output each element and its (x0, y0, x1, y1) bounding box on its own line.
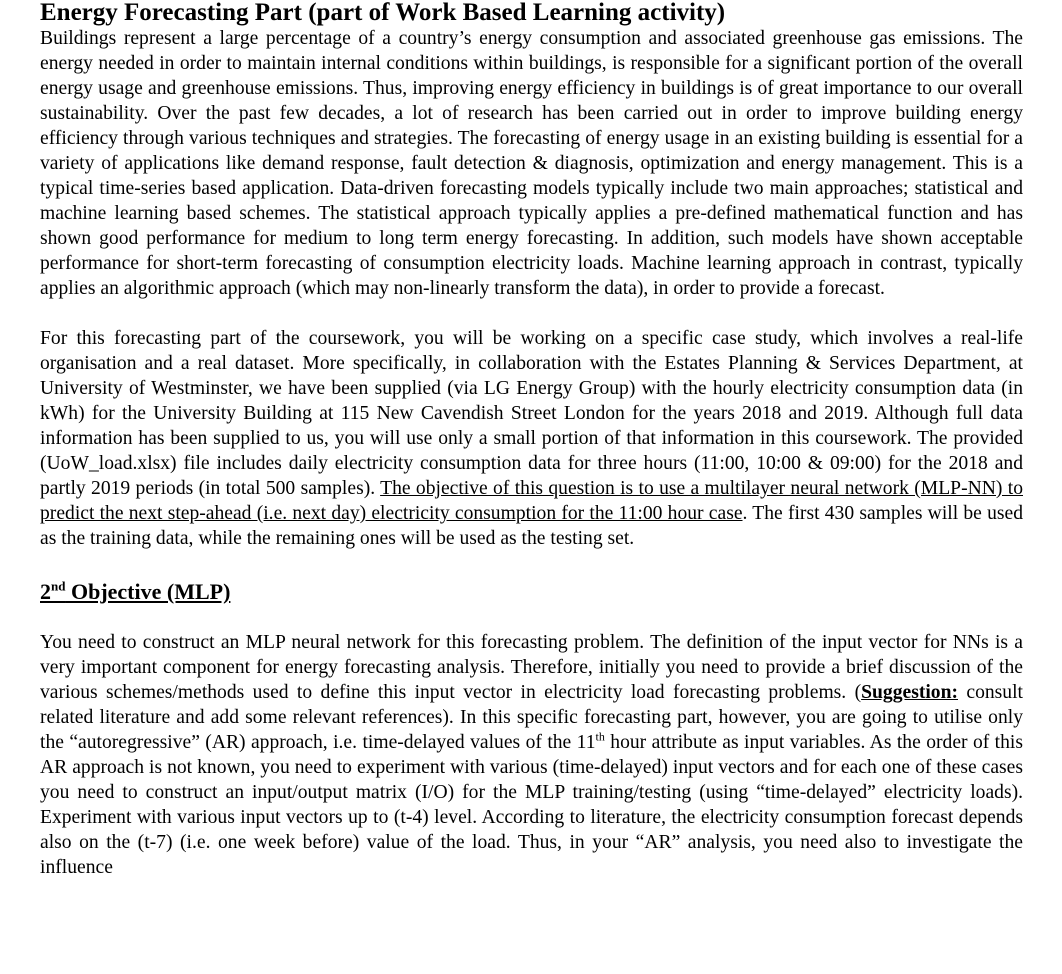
heading-number: 2 (40, 579, 51, 604)
document-title: Energy Forecasting Part (part of Work Based Learning activity) (40, 0, 726, 26)
objective-statement: The objective of this question is to use a multilayer neural network (MLP-NN) to predict the next step-ahead (i.e. next day) electricity consumption for the 11:00 hour case (40, 478, 1023, 524)
heading-text: Objective (MLP) (65, 579, 231, 604)
suggestion-label: Suggestion: (861, 682, 959, 703)
mlp-text: You need to construct an MLP neural network for this forecasting problem. The definition of the input vector for NNs is a very important component for energy forecasting analysis. Therefore, initially you need to provide a brief discussion of the various schemes/methods used to define this input vector in electricity load forecasting problems. ( (40, 632, 1023, 703)
intro-paragraph: Buildings represent a large percentage of a country’s energy consumption and associated greenhouse gas emissions. The energy needed in order to maintain internal conditions within buildings, is responsible for a significant portion of the overall energy usage and greenhouse emissions. Thus, improving energy efficiency in buildings is of great importance to our overall sustainability. Over the past few decades, a lot of research has been carried out in order to improve building energy efficiency through various techniques and strategies. The forecasting of energy usage in an existing building is essential for a variety of applications like demand response, fault detection & diagnosis, optimization and energy management. This is a typical time-series based application. Data-driven forecasting models typically include two main approaches; statistical and machine learning based schemes. The statistical approach typically applies a pre-defined mathematical function and has shown good performance for medium to long term energy forecasting. In addition, such models have shown acceptable performance for short-term forecasting of consumption electricity loads. Machine learning approach in contrast, typically applies an algorithmic approach (which may non-linearly transform the data), in order to provide a forecast. (40, 28, 1023, 299)
section-heading (40, 579, 1023, 605)
document-page (40, 0, 1023, 880)
paragraph-gap (40, 301, 1023, 326)
heading-ordinal-suffix: nd (51, 578, 66, 594)
mlp-text-3: hour attribute as input variables. As the order of this AR approach is not known, you need to experiment with various (time-delayed) input vectors and for each one of these cases you need to construct an input/output matrix (I/O) for the MLP training/testing (using “time-delayed” electricity loads). Experiment with various input vectors up to (t-4) level. According to literature, the electricity consumption forecast depends also on the (t-7) (i.e. one week before) value of the load. Thus, in your “AR” analysis, you need also to investigate the influence (40, 732, 1023, 878)
mlp-paragraph (40, 630, 1023, 880)
case-study-text: For this forecasting part of the coursework, you will be working on a specific case study, which involves a real-life organisation and a real dataset. More specifically, in collaboration with the Estates Planning & Services Department, at University of Westminster, we have been supplied (via LG Energy Group) with the hourly electricity consumption data (in kWh) for the University Building at 115 New Cavendish Street London for the years 2018 and 2019. Although full data information has been supplied to us, you will use only a small portion of that information in this coursework. The provided (UoW_load.xlsx) file includes daily electricity consumption data for three hours (11:00, 10:00 & 09:00) for the 2018 and partly 2019 periods (in total 500 samples). (40, 328, 1023, 499)
paragraph-gap (40, 605, 1023, 630)
case-study-paragraph (40, 326, 1023, 551)
ordinal-suffix: th (595, 729, 605, 744)
mlp-text-2: consult related literature and add some relevant references). In this specific forecasting part, however, you are going to utilise only the “autoregressive” (AR) approach, i.e. time-delayed values of the 11 (40, 682, 1023, 753)
case-study-text-end: . The first 430 samples will be used as the training data, while the remaining ones will be used as the testing set. (40, 503, 1023, 549)
paragraph-gap (40, 551, 1023, 579)
